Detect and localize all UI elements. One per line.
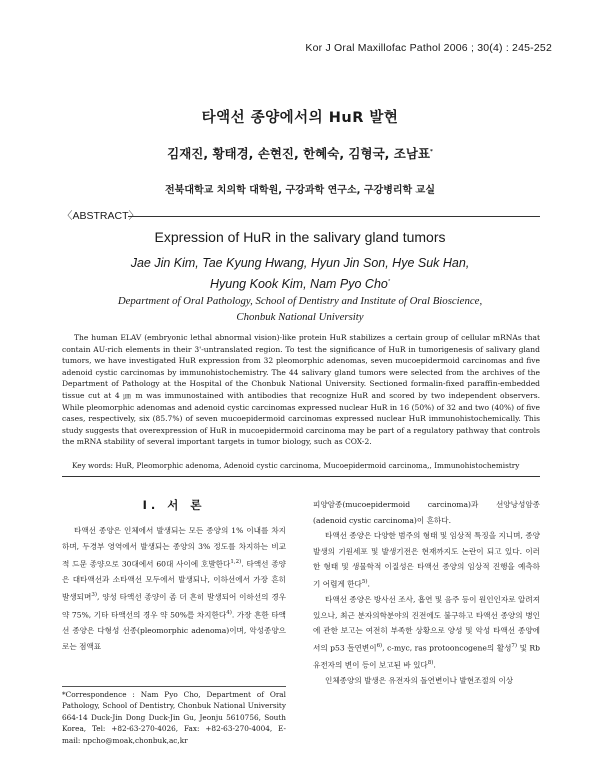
footnote-rule (62, 686, 286, 687)
english-authors-line1: Jae Jin Kim, Tae Kyung Hwang, Hyun Jin Son, Hye Suk Han, (130, 256, 470, 270)
intro-para1d: . 가장 흔한 타액선 종양은 다형성 선종(pleomorphic adenoma)이며, 악성종양으로는 점액표 (62, 610, 286, 651)
abstract-top-rule (128, 216, 540, 217)
ref-7: 7) (511, 642, 518, 649)
ref-6: 6) (376, 642, 383, 649)
abstract-label: 〈ABSTRACT〉 (62, 210, 140, 222)
abstract-body: The human ELAV (embryonic lethal abnormal vision)-like protein HuR stabilizes a certain group of cellular mRNAs that contain AU-rich elements in their 3'-untranslated region. To test the significance of HuR in tumorigenesis of salivary gland tumors, we have investigated HuR expression from 32 pleomorphic adenomas, seven mucoepidermoid carcinomas and five adenoid cystic carcinomas by immunohistochemistry. The 44 salivary gland tumors were selected from the archives of the Department of Pathology at the Hospital of the Chonbuk National University. Sectioned formalin-fixed paraffin-embedded tissue cut at 4 ㎛ m was immunostained with antibodies that recognize HuR and scored by two independent observers. While pleomorphic adenomas and adenoid cystic carcinomas expressed nuclear HuR in 16 (50%) of 32 and two (40%) of five cases, respectively, six (85.7%) of seven mucoepidermoid carcinomas expressed nuclear HuR immunohistochemically. This study suggests that overexpression of HuR in mucoepidermoid carcinoma may be part of a regulatory pathway that controls the mRNA stability of several important targets in tumor biology, such as COX-2. (62, 333, 540, 447)
ref-1-2: 1,2) (230, 558, 242, 565)
right-column-text (313, 497, 540, 689)
intro-para3b: , c-myc, ras protooncogene의 활성 (382, 643, 512, 653)
english-affiliation (0, 293, 600, 325)
ref-3: 3) (91, 592, 97, 599)
section-heading-introduction: I. 서 론 (142, 498, 206, 512)
journal-citation: Kor J Oral Maxillofac Pathol 2006 ; 30(4) : 245-252 (305, 42, 552, 54)
english-authors-line2-text: Hyung Kook Kim, Nam Pyo Cho (210, 277, 388, 292)
intro-para1: 타액선 종양은 인체에서 발생되는 모든 종양의 1% 이내를 차지하며, 두경부 영역에서 발생되는 종양의 3% 정도를 차지하는 비교적 드문 종양으로 30대에서 60대 사이에 호발한다 (62, 526, 286, 569)
left-column-text (62, 523, 286, 655)
keywords: Key words: HuR, Pleomorphic adenoma, Adenoid cystic carcinoma, Mucoepidermoid carcinoma,, Immunohistochemistry (72, 461, 520, 470)
english-affiliation-line1: Department of Oral Pathology, School of Dentistry and Institute of Oral Bioscience, (117, 295, 483, 307)
ref-8: 8) (427, 660, 434, 666)
intro-para1b: . 타액선 종양은 대타액선과 소타액선 모두에서 발생되나, 이하선에서 가장 흔히 발생되며 (62, 559, 286, 602)
intro-continuation: 피양암종(mucoepidermoid carcinoma)과 선양낭성암종(adenoid cystic carcinoma)이 흔하다. (313, 500, 540, 525)
korean-title: 타액선 종양에서의 HuR 발현 (201, 110, 399, 126)
english-affiliation-line2: Chonbuk National University (236, 311, 364, 323)
correspondence-footnote: *Correspondence : Nam Pyo Cho, Department of Oral Pathology, School of Dentistry, Chonbuk National University 664-14 Duck-Jin Dong Duck-Jin Gu, Jeonju 5610756, South Korea, Tel: +82-63-270-4026, Fax: +82-63-270-4004, E-mail: npcho@moak,chonbuk,ac,kr (62, 690, 286, 745)
intro-para2-end: . (367, 579, 370, 589)
english-corresponding-mark: * (387, 279, 390, 285)
intro-para1c: , 양성 타액선 종양이 좀 더 흔히 발생되어 이하선의 경우 약 75%, 기타 타액선의 경우 약 50%를 차지한다 (62, 592, 286, 620)
intro-para3-text: 타액선 종양은 방사선 조사, 흡연 및 음주 등이 원인인자로 알려져 있으나, 최근 분자의학분야의 진전에도 불구하고 타액선 종양의 병인에 관한 보고는 여전히 부족한 상황으로 양성 및 악성 타액선 종양에서의 p53 돌연변이 (313, 595, 540, 653)
english-authors-line2 (0, 273, 600, 294)
intro-para3-end: . (433, 660, 436, 670)
corresponding-mark: * (429, 148, 433, 155)
english-title: Expression of HuR in the salivary gland tumors (154, 229, 446, 245)
intro-para3c: 및 Rb 유전자의 변이 등이 보고된 바 있다 (313, 643, 540, 670)
intro-para2-text: 타액선 종양은 다양한 범주의 형태 및 임상적 특징을 지니며, 종양발생의 기원세포 및 발생기전은 현재까지도 논란이 되고 있다. 이러한 형태 및 생물학적 이질성은 타액선 종양의 임상적 진행을 예측하기 어렵게 한다 (313, 531, 540, 589)
intro-para3 (313, 592, 540, 673)
intro-para4: 인체종양의 발생은 유전자의 돌연변이나 발현조절의 이상 (325, 676, 514, 686)
korean-authors (0, 144, 600, 162)
korean-affiliation: 전북대학교 치의학 대학원, 구강과학 연구소, 구강병리학 교실 (165, 185, 435, 196)
ref-5: 5) (361, 578, 368, 585)
english-authors (0, 254, 600, 294)
ref-4: 4) (226, 609, 232, 616)
abstract-bottom-rule (62, 476, 540, 477)
korean-authors-text: 김재진, 황태경, 손현진, 한혜숙, 김형국, 조남표 (167, 146, 430, 161)
intro-para2 (313, 528, 540, 592)
